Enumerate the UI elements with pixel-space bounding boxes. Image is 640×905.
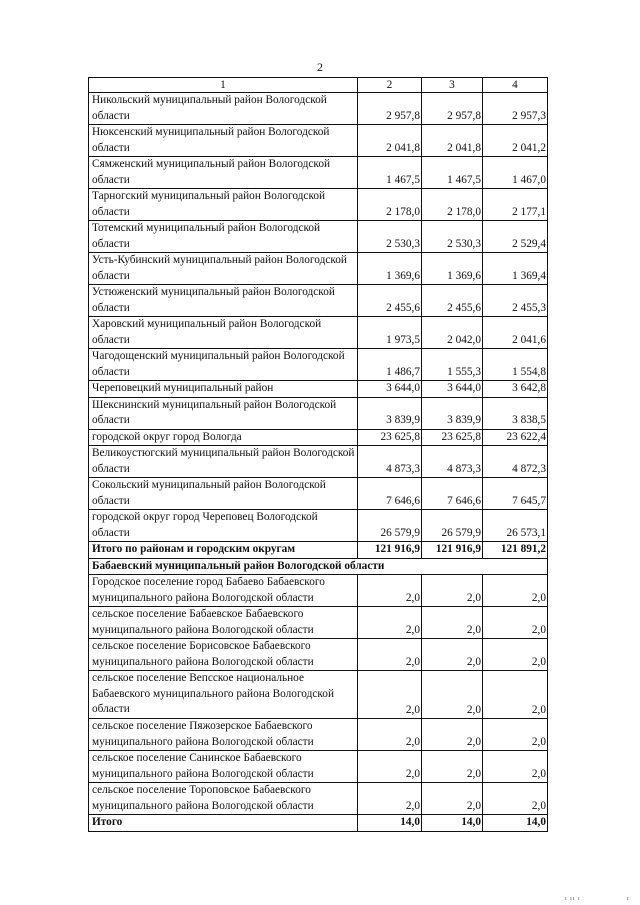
row-value-col2: 1 369,6 [358, 253, 422, 285]
header-col-1: 1 [89, 78, 358, 93]
row-value-col2: 2,0 [358, 607, 422, 639]
row-value-col3: 23 625,8 [422, 429, 483, 446]
row-name: Тотемский муниципальный район Вологодской области [89, 221, 358, 253]
row-value-col2: 2 041,8 [358, 125, 422, 157]
row-value-col3: 7 646,6 [422, 478, 483, 510]
row-value-col2: 4 873,3 [358, 446, 422, 478]
row-name: Великоустюгский муниципальный район Вологодской области [89, 446, 358, 478]
header-col-3: 3 [422, 78, 483, 93]
table-row [89, 478, 548, 510]
total-value-col3: 121 916,9 [422, 542, 483, 559]
row-value-col2: 2 455,6 [358, 285, 422, 317]
table-row [89, 93, 548, 125]
table-row [89, 317, 548, 349]
row-name: сельское поселение Бабаевское Бабаевского муниципального района Вологодской области [89, 607, 358, 639]
row-value-col3: 1 369,6 [422, 253, 483, 285]
table-row [89, 125, 548, 157]
section-total-col4: 14,0 [483, 815, 548, 832]
row-value-col3: 2,0 [422, 719, 483, 751]
total-label: Итого по районам и городским округам [89, 542, 358, 559]
table-row [89, 575, 548, 607]
row-value-col3: 2 041,8 [422, 125, 483, 157]
row-value-col4: 4 872,3 [483, 446, 548, 478]
row-value-col4: 2,0 [483, 607, 548, 639]
table-row [89, 253, 548, 285]
row-name: Городское поселение город Бабаево Бабаевского муниципального района Вологодской области [89, 575, 358, 607]
row-name: сельское поселение Борисовское Бабаевского муниципального района Вологодской области [89, 639, 358, 671]
row-value-col2: 23 625,8 [358, 429, 422, 446]
table-row [89, 189, 548, 221]
row-value-col4: 26 573,1 [483, 510, 548, 542]
row-value-col3: 2,0 [422, 607, 483, 639]
row-value-col4: 2 957,3 [483, 93, 548, 125]
row-value-col2: 2 957,8 [358, 93, 422, 125]
table-row [89, 157, 548, 189]
row-value-col2: 3 839,9 [358, 397, 422, 429]
table-row [89, 719, 548, 751]
row-name: Харовский муниципальный район Вологодской области [89, 317, 358, 349]
scan-mark: ı ıı ı [565, 896, 581, 902]
row-value-col2: 2,0 [358, 671, 422, 719]
section-total-label: Итого [89, 815, 358, 832]
row-value-col3: 4 873,3 [422, 446, 483, 478]
section-title: Бабаевский муниципальный район Вологодской области [89, 558, 548, 575]
row-value-col2: 1 486,7 [358, 349, 422, 381]
row-value-col4: 2,0 [483, 719, 548, 751]
table-row [89, 510, 548, 542]
row-name: Усть-Кубинский муниципальный район Вологодской области [89, 253, 358, 285]
row-value-col3: 2 455,6 [422, 285, 483, 317]
row-value-col2: 2 178,0 [358, 189, 422, 221]
row-value-col2: 2,0 [358, 719, 422, 751]
row-value-col4: 23 622,4 [483, 429, 548, 446]
row-value-col3: 2,0 [422, 639, 483, 671]
table-row [89, 783, 548, 815]
row-value-col3: 2,0 [422, 671, 483, 719]
row-value-col2: 2,0 [358, 639, 422, 671]
section-header-row [89, 558, 548, 575]
row-value-col3: 2 530,3 [422, 221, 483, 253]
row-name: сельское поселение Пяжозерское Бабаевского муниципального района Вологодской области [89, 719, 358, 751]
table-row [89, 349, 548, 381]
row-value-col4: 2 041,6 [483, 317, 548, 349]
header-col-4: 4 [483, 78, 548, 93]
row-name: городской округ город Вологда [89, 429, 358, 446]
row-value-col2: 2,0 [358, 575, 422, 607]
row-value-col4: 1 369,4 [483, 253, 548, 285]
section-total-col2: 14,0 [358, 815, 422, 832]
row-value-col3: 1 555,3 [422, 349, 483, 381]
row-value-col4: 2 177,1 [483, 189, 548, 221]
row-name: Сямженский муниципальный район Вологодской области [89, 157, 358, 189]
row-name: Чагодощенский муниципальный район Вологодской области [89, 349, 358, 381]
row-value-col2: 2,0 [358, 751, 422, 783]
row-value-col2: 26 579,9 [358, 510, 422, 542]
row-value-col4: 1 554,8 [483, 349, 548, 381]
row-value-col2: 7 646,6 [358, 478, 422, 510]
row-value-col3: 3 839,9 [422, 397, 483, 429]
total-value-col4: 121 891,2 [483, 542, 548, 559]
row-value-col4: 2 041,2 [483, 125, 548, 157]
row-value-col4: 3 838,5 [483, 397, 548, 429]
table-row [89, 671, 548, 719]
header-col-2: 2 [358, 78, 422, 93]
row-name: сельское поселение Вепсское национальное Бабаевского муниципального района Вологодской области [89, 671, 358, 719]
row-value-col3: 2,0 [422, 751, 483, 783]
total-row [89, 542, 548, 559]
row-value-col4: 2 455,3 [483, 285, 548, 317]
total-value-col2: 121 916,9 [358, 542, 422, 559]
row-value-col3: 2,0 [422, 783, 483, 815]
row-name: Устюженский муниципальный район Вологодской области [89, 285, 358, 317]
row-value-col2: 1 973,5 [358, 317, 422, 349]
row-value-col3: 1 467,5 [422, 157, 483, 189]
row-value-col4: 2,0 [483, 639, 548, 671]
row-value-col3: 2,0 [422, 575, 483, 607]
row-value-col3: 2 178,0 [422, 189, 483, 221]
table-row [89, 607, 548, 639]
row-value-col4: 3 642,8 [483, 381, 548, 398]
row-value-col2: 3 644,0 [358, 381, 422, 398]
row-name: Сокольский муниципальный район Вологодской области [89, 478, 358, 510]
row-name: Череповецкий муниципальный район [89, 381, 358, 398]
table-header-row [89, 78, 548, 93]
scan-mark-2: ı [627, 896, 629, 902]
row-value-col2: 2 530,3 [358, 221, 422, 253]
row-value-col3: 2 042,0 [422, 317, 483, 349]
row-name: Нюксенский муниципальный район Вологодской области [89, 125, 358, 157]
table-row [89, 397, 548, 429]
table-row [89, 639, 548, 671]
row-name: сельское поселение Тороповское Бабаевского муниципального района Вологодской области [89, 783, 358, 815]
row-name: городской округ город Череповец Вологодской области [89, 510, 358, 542]
row-name: Никольский муниципальный район Вологодской области [89, 93, 358, 125]
row-value-col2: 1 467,5 [358, 157, 422, 189]
budget-table [88, 77, 548, 832]
section-total-row [89, 815, 548, 832]
row-value-col3: 26 579,9 [422, 510, 483, 542]
section-total-col3: 14,0 [422, 815, 483, 832]
table-row [89, 446, 548, 478]
row-value-col2: 2,0 [358, 783, 422, 815]
row-value-col4: 7 645,7 [483, 478, 548, 510]
row-value-col4: 2,0 [483, 575, 548, 607]
table-row [89, 381, 548, 398]
table-row [89, 221, 548, 253]
row-value-col4: 2,0 [483, 671, 548, 719]
row-value-col3: 2 957,8 [422, 93, 483, 125]
table-row [89, 751, 548, 783]
row-value-col4: 2,0 [483, 751, 548, 783]
row-name: Шекснинский муниципальный район Вологодской области [89, 397, 358, 429]
row-value-col4: 2 529,4 [483, 221, 548, 253]
row-value-col4: 2,0 [483, 783, 548, 815]
row-value-col4: 1 467,0 [483, 157, 548, 189]
row-name: Тарногский муниципальный район Вологодской области [89, 189, 358, 221]
row-name: сельское поселение Санинское Бабаевского муниципального района Вологодской области [89, 751, 358, 783]
table-row [89, 429, 548, 446]
row-value-col3: 3 644,0 [422, 381, 483, 398]
table-row [89, 285, 548, 317]
page-number: 2 [317, 60, 323, 74]
